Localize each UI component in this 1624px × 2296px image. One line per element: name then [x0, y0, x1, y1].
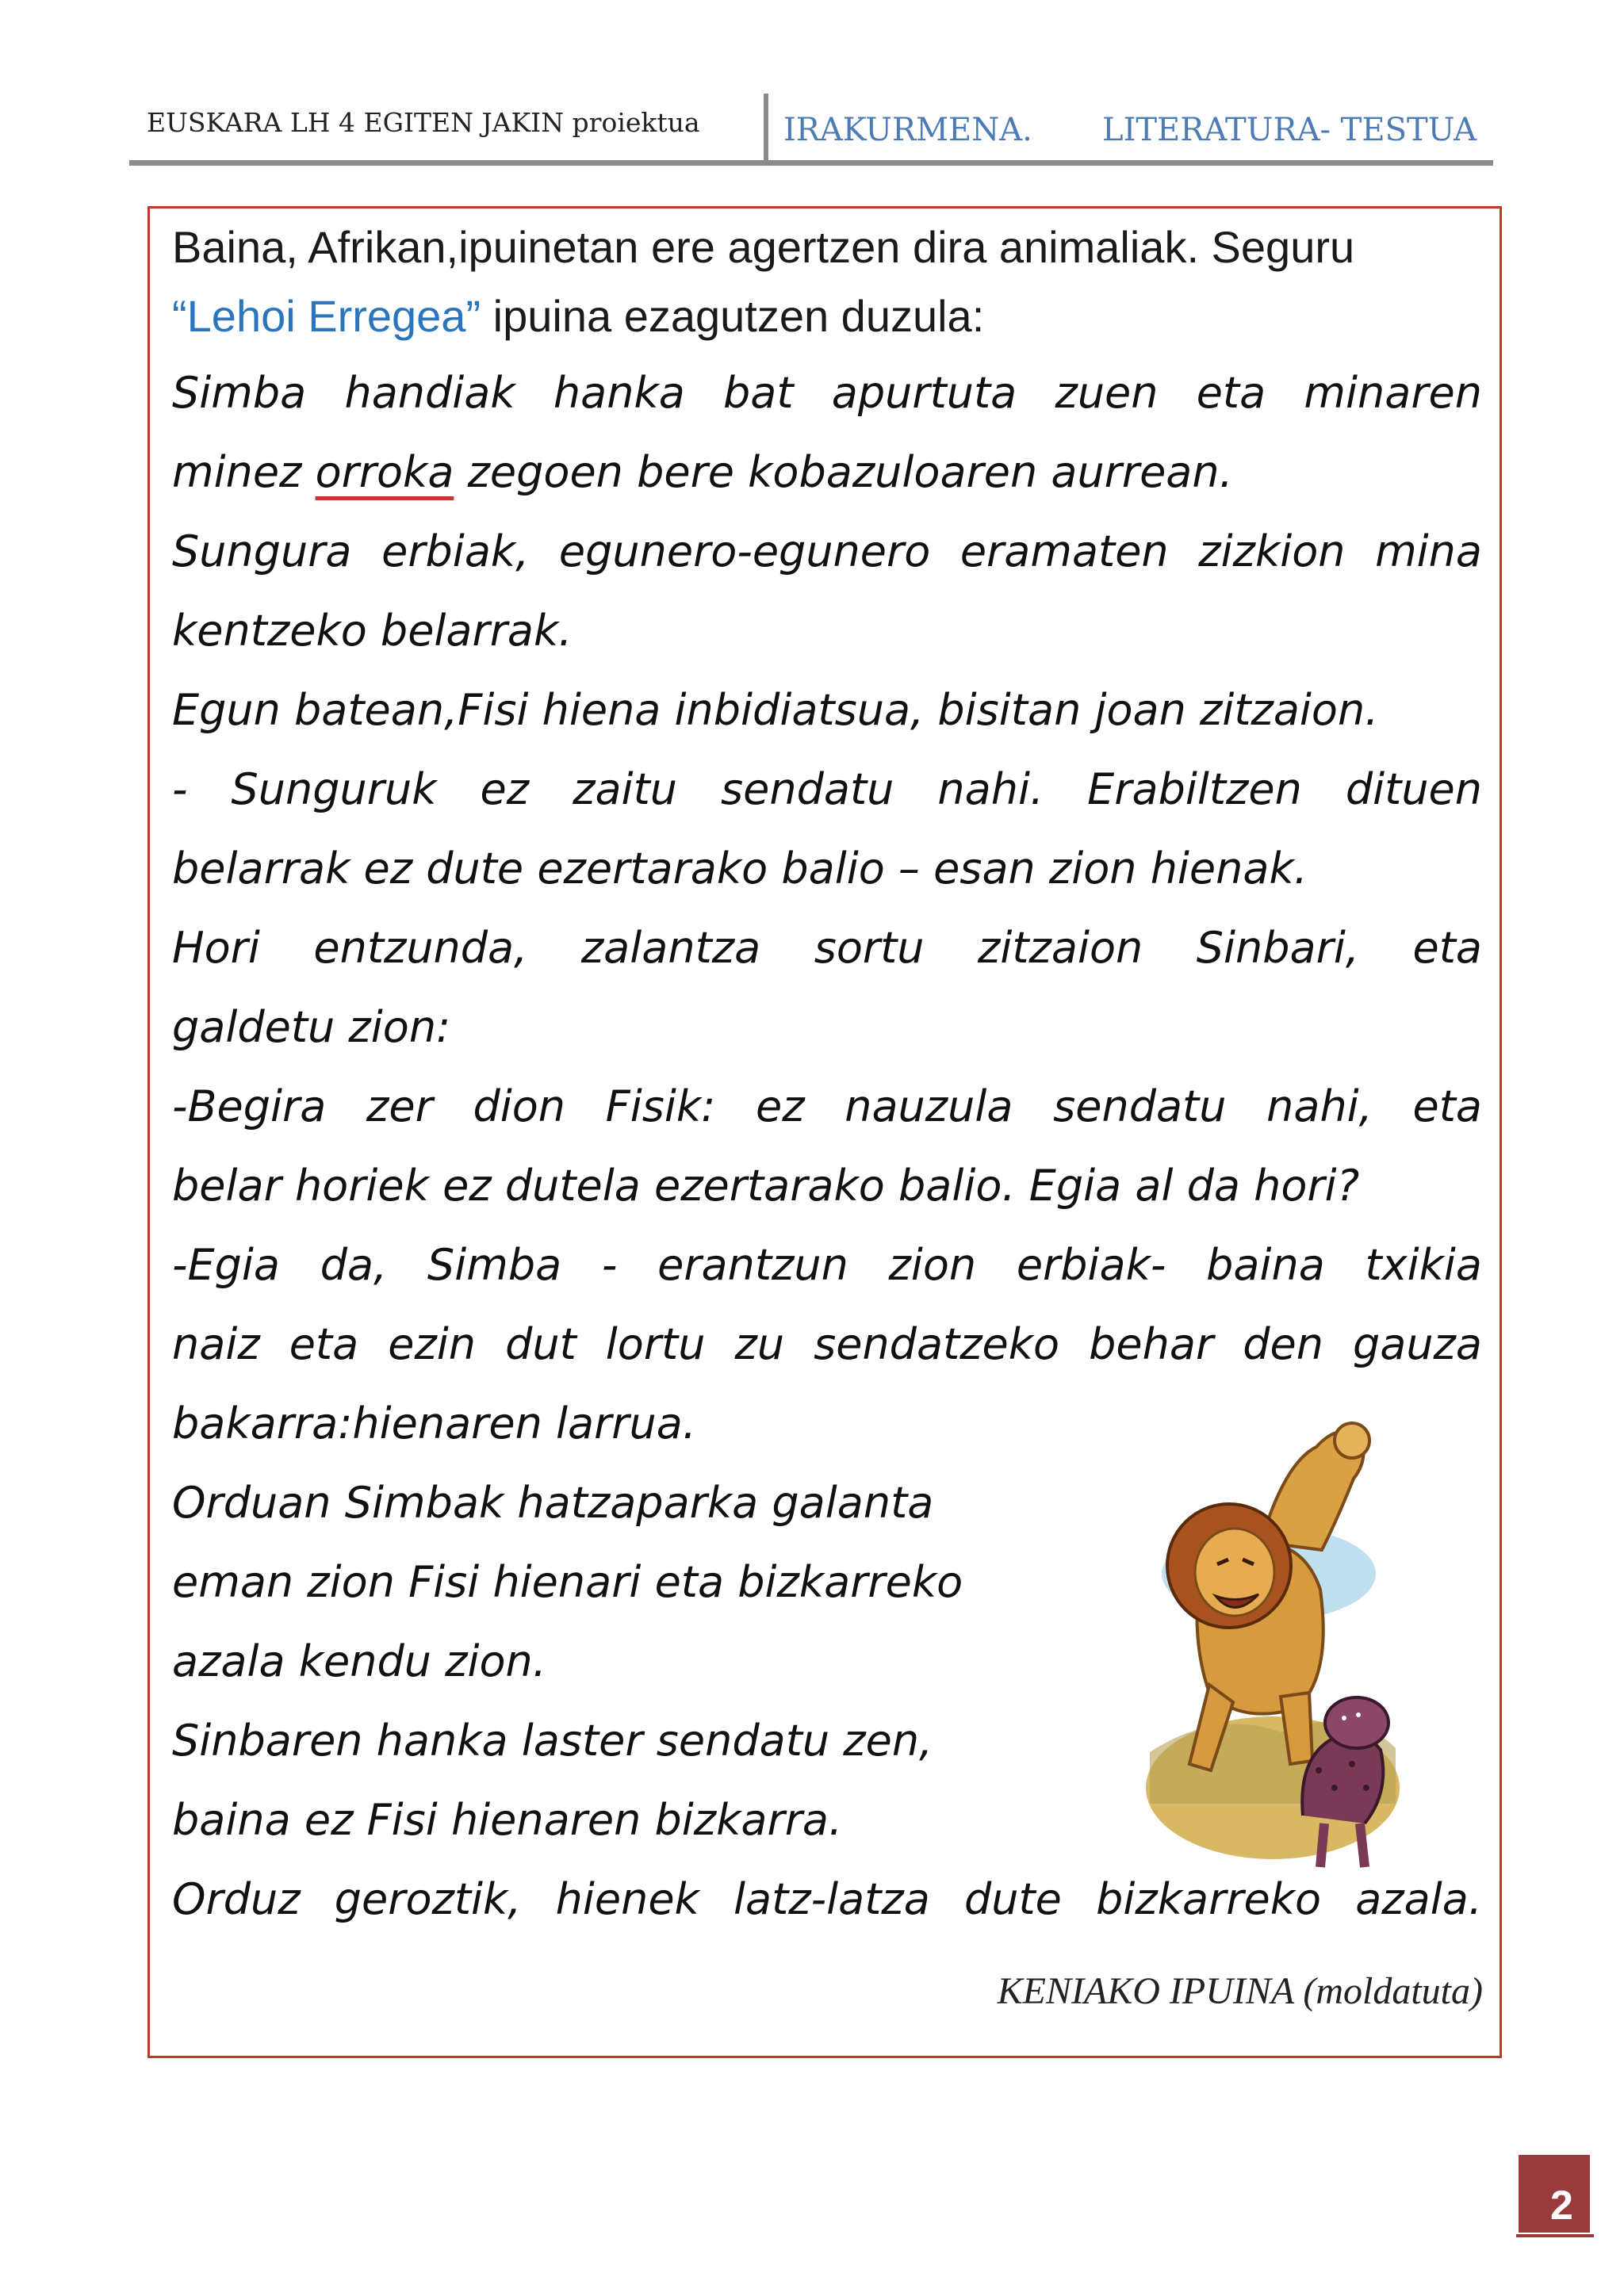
story-line [172, 433, 1233, 512]
story-line: -Egia da, Simba - erantzun zion erbiak- baina txikia [172, 1240, 1482, 1290]
header-separator [764, 94, 768, 162]
story-line: Sungura erbiak, egunero-egunero eramaten zizkion mina [172, 526, 1482, 576]
story-line: Simba handiak hanka bat apurtuta zuen eta minaren [172, 368, 1482, 418]
story-text: zegoen bere kobazuloaren aurrean. [454, 447, 1233, 497]
header-subtitle: LITERATURA- TESTUA [1102, 112, 1477, 148]
highlighted-word: orroka [315, 447, 454, 497]
intro-text-end: ipuina ezagutzen duzula: [481, 291, 985, 341]
story-line: Egun batean,Fisi hiena inbidiatsua, bisitan joan zitzaion. [172, 685, 1379, 735]
story-line: - Sunguruk ez zaitu sendatu nahi. Erabiltzen dituen [172, 764, 1482, 814]
story-line: -Begira zer dion Fisik: ez nauzula sendatu nahi, eta [172, 1081, 1482, 1131]
story-line: Orduan Simbak hatzaparka galanta [172, 1478, 934, 1528]
story-title: “Lehoi Erregea” [172, 291, 481, 341]
header-project-label: EUSKARA LH 4 EGITEN JAKIN proiektua [147, 107, 700, 138]
intro-text: Baina, Afrikan,ipuinetan ere agertzen dira animaliak. Seguru [172, 222, 1355, 272]
intro-paragraph [172, 212, 1482, 350]
story-line: belar horiek ez dutela ezertarako balio. Egia al da hori? [172, 1161, 1360, 1211]
lion-and-hyena-illustration [1122, 1391, 1415, 1875]
story-line: galdetu zion: [172, 1002, 451, 1052]
story-line: kentzeko belarrak. [172, 606, 573, 656]
story-line: Orduz geroztik, hienek latz-latza dute bizkarreko azala. [172, 1874, 1482, 1924]
story-line: eman zion Fisi hienari eta bizkarreko [172, 1557, 963, 1607]
story-line: bakarra:hienaren larrua. [172, 1399, 696, 1448]
story-line: baina ez Fisi hienaren bizkarra. [172, 1795, 843, 1845]
page-number-underline [1516, 2234, 1594, 2237]
header-title: IRAKURMENA. [783, 112, 1032, 148]
story-text: minez [172, 447, 316, 497]
story-credit: KENIAKO IPUINA (moldatuta) [997, 1970, 1483, 2012]
story-line: Hori entzunda, zalantza sortu zitzaion Sinbari, eta [172, 923, 1482, 973]
header-rule [129, 160, 1493, 166]
story-line: Sinbaren hanka laster sendatu zen, [172, 1716, 933, 1766]
story-line: belarrak ez dute ezertarako balio – esan zion hienak. [172, 844, 1308, 894]
story-line: azala kendu zion. [172, 1636, 546, 1686]
page-number: 2 [1550, 2183, 1573, 2229]
story-line: naiz eta ezin dut lortu zu sendatzeko behar den gauza [172, 1319, 1482, 1369]
